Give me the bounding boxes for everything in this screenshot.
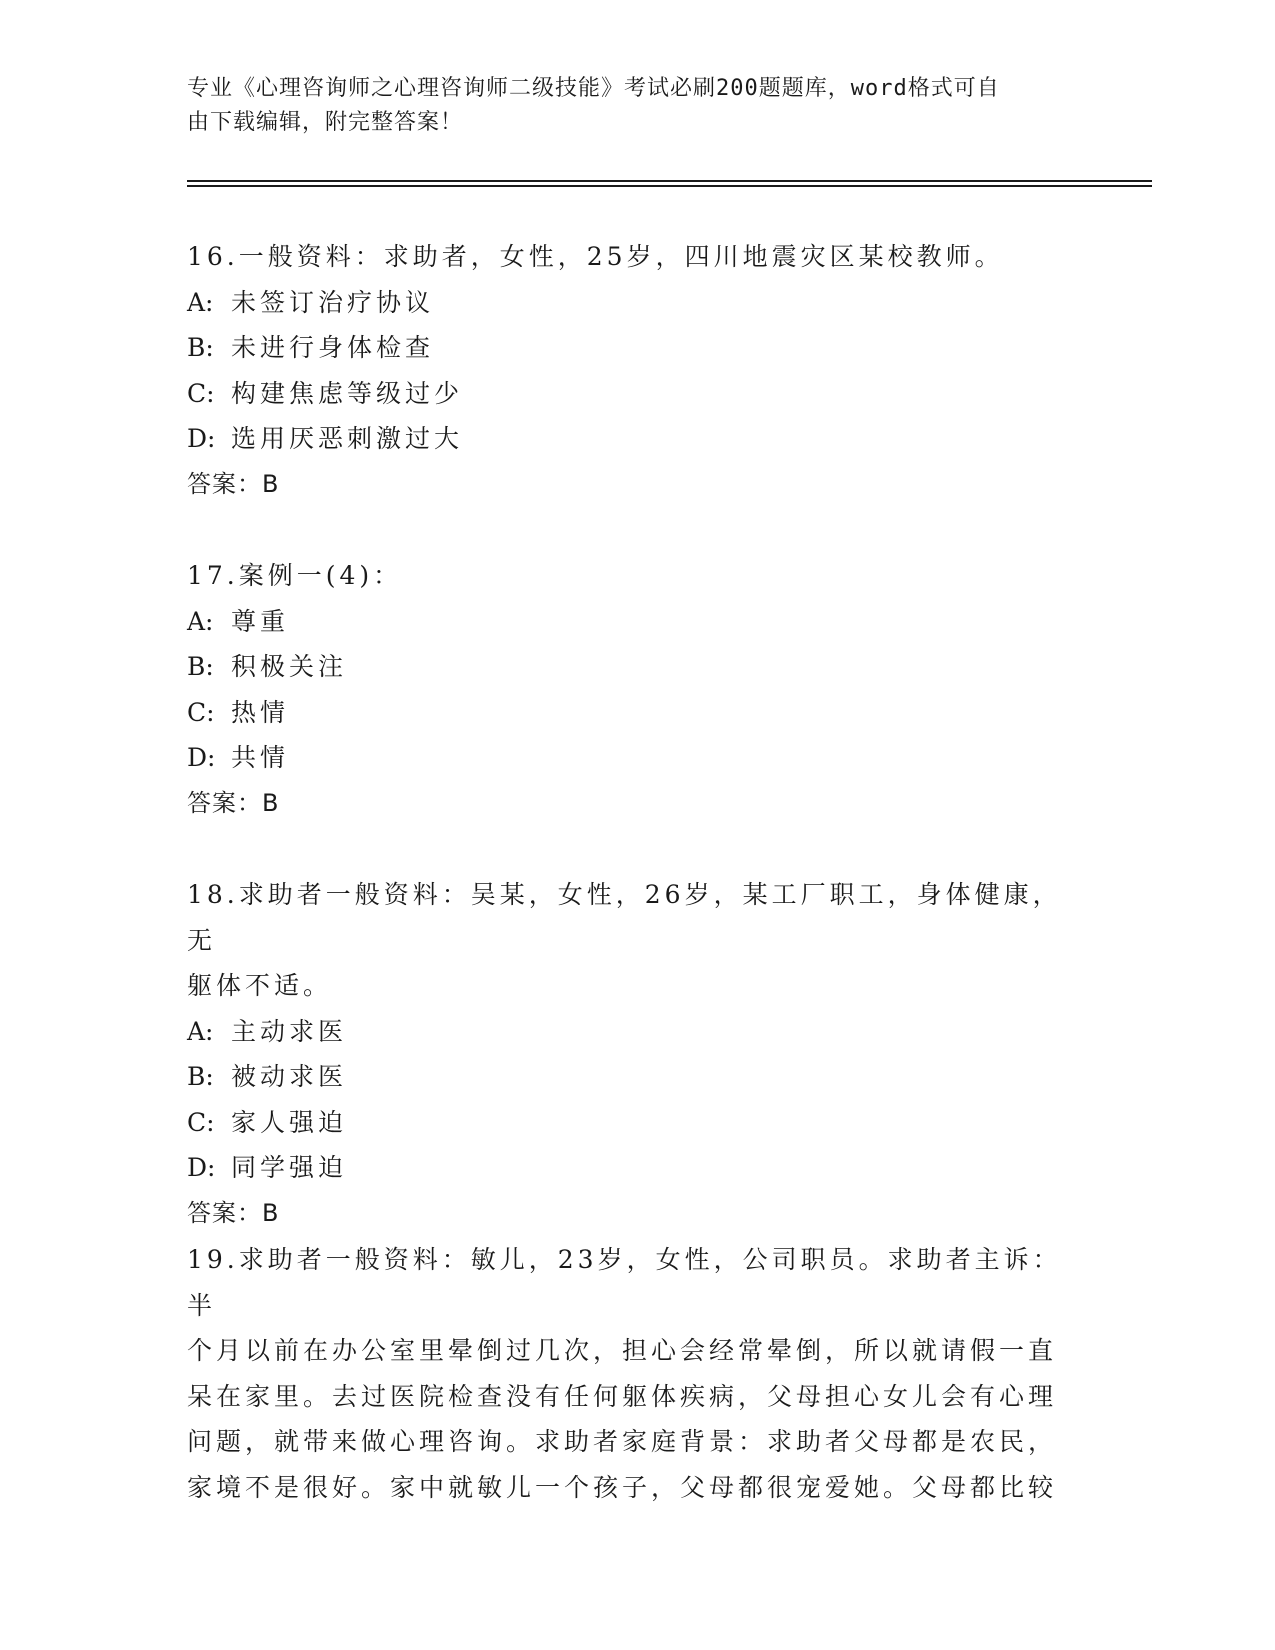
option-text: 共情 bbox=[231, 743, 290, 772]
option-letter: D: bbox=[187, 424, 216, 453]
header-line-2: 由下载编辑，附完整答案！ bbox=[187, 110, 464, 135]
question-17 bbox=[187, 553, 1087, 826]
option-b bbox=[187, 644, 1087, 690]
option-text: 选用厌恶刺激过大 bbox=[231, 424, 464, 453]
option-text: 家人强迫 bbox=[231, 1107, 348, 1137]
option-letter: A: bbox=[187, 606, 214, 636]
answer-line: 答案：B bbox=[187, 788, 280, 817]
question-stem-line: 18.求助者一般资料：吴某，女性，26岁，某工厂职工，身体健康，无 bbox=[187, 880, 1062, 955]
option-letter: A: bbox=[187, 287, 214, 317]
document-header bbox=[187, 72, 1067, 140]
option-c bbox=[187, 371, 1087, 417]
option-letter: D: bbox=[187, 743, 216, 772]
option-c bbox=[187, 1100, 1087, 1146]
question-stem-line: 19.求助者一般资料：敏儿，23岁，女性，公司职员。求助者主诉：半 bbox=[187, 1245, 1062, 1320]
option-text: 被动求医 bbox=[231, 1062, 348, 1091]
option-letter: B: bbox=[187, 1062, 214, 1091]
question-stem-line: 问题，就带来做心理咨询。求助者家庭背景：求助者父母都是农民， bbox=[187, 1427, 1058, 1456]
option-letter: C: bbox=[187, 1107, 215, 1137]
option-a bbox=[187, 280, 1087, 326]
option-text: 未签订治疗协议 bbox=[231, 287, 435, 317]
question-stem-line: 家境不是很好。家中就敏儿一个孩子，父母都很宠爱她。父母都比较 bbox=[187, 1472, 1058, 1502]
question-stem-line: 躯体不适。 bbox=[187, 971, 333, 1000]
option-text: 热情 bbox=[231, 697, 290, 727]
option-letter: A: bbox=[187, 1016, 214, 1046]
answer-line: 答案：B bbox=[187, 469, 280, 498]
option-a bbox=[187, 599, 1087, 645]
header-rule-top bbox=[187, 180, 1152, 182]
option-c bbox=[187, 690, 1087, 736]
option-d bbox=[187, 1145, 1087, 1191]
option-letter: B: bbox=[187, 333, 214, 362]
option-text: 构建焦虑等级过少 bbox=[231, 378, 464, 408]
option-b bbox=[187, 325, 1087, 371]
question-stem: 17.案例一(4)： bbox=[187, 561, 403, 590]
question-stem-line: 个月以前在办公室里晕倒过几次，担心会经常晕倒，所以就请假一直 bbox=[187, 1336, 1058, 1365]
option-letter: D: bbox=[187, 1153, 216, 1182]
option-letter: B: bbox=[187, 652, 214, 681]
option-letter: C: bbox=[187, 378, 215, 408]
option-text: 未进行身体检查 bbox=[231, 333, 435, 362]
option-d bbox=[187, 416, 1087, 462]
option-text: 积极关注 bbox=[231, 652, 348, 681]
option-d bbox=[187, 735, 1087, 781]
question-stem-line: 呆在家里。去过医院检查没有任何躯体疾病，父母担心女儿会有心理 bbox=[187, 1381, 1058, 1411]
option-text: 尊重 bbox=[231, 606, 290, 636]
option-letter: C: bbox=[187, 697, 215, 727]
header-line-1: 专业《心理咨询师之心理咨询师二级技能》考试必刷200题题库，word格式可自 bbox=[187, 76, 1000, 101]
question-16 bbox=[187, 234, 1087, 507]
option-b bbox=[187, 1054, 1087, 1100]
option-text: 同学强迫 bbox=[231, 1153, 348, 1182]
question-19 bbox=[187, 1237, 1087, 1510]
question-18 bbox=[187, 872, 1087, 1236]
question-stem: 16.一般资料：求助者，女性，25岁，四川地震灾区某校教师。 bbox=[187, 242, 1004, 271]
answer-line: 答案：B bbox=[187, 1198, 280, 1227]
header-rule-bottom bbox=[187, 185, 1152, 187]
option-text: 主动求医 bbox=[231, 1016, 348, 1046]
option-a bbox=[187, 1009, 1087, 1055]
